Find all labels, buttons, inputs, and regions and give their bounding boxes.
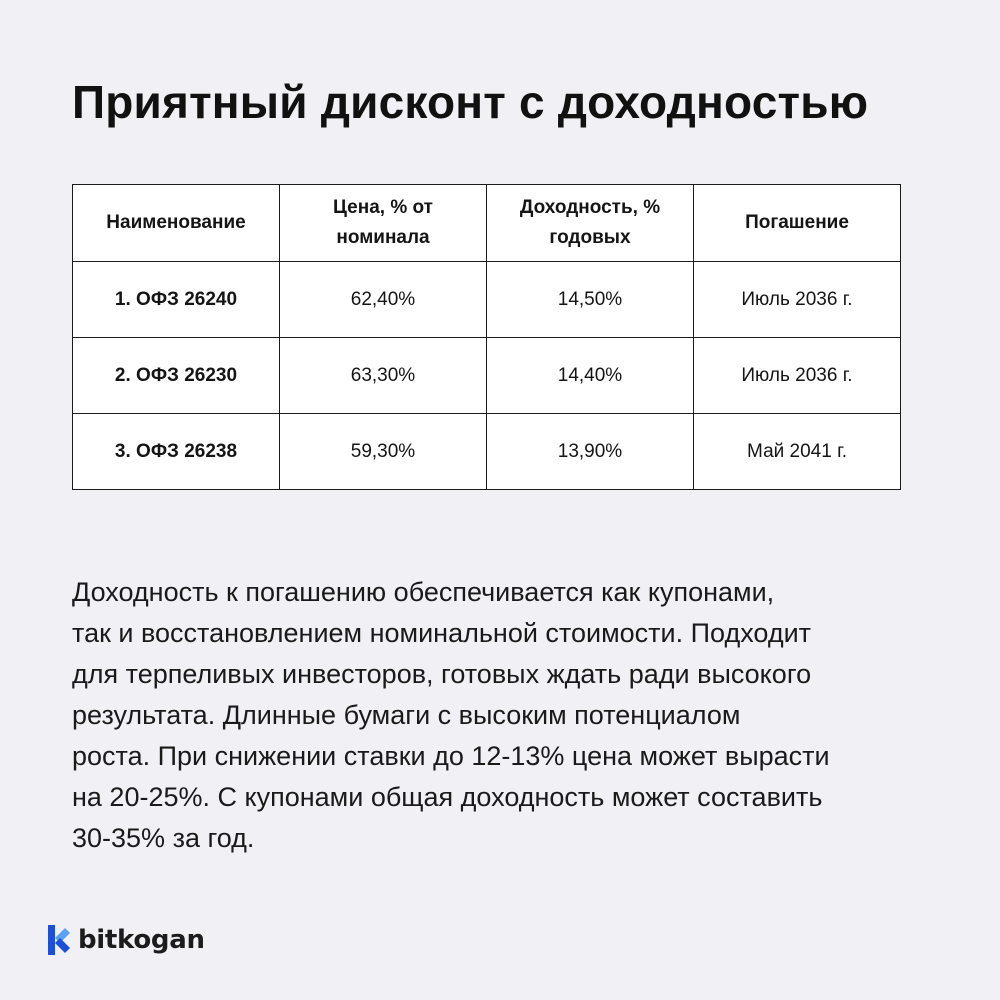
bond-maturity: Май 2041 г. — [694, 414, 901, 490]
column-header-yield-line1: Доходность, % — [519, 197, 661, 218]
bond-maturity: Июль 2036 г. — [694, 338, 901, 414]
column-header-maturity: Погашение — [694, 185, 901, 262]
bitkogan-logo — [46, 920, 205, 960]
bond-yield: 13,90% — [487, 414, 694, 490]
column-header-yield — [487, 185, 694, 262]
column-header-price-line1: Цена, % от — [333, 197, 433, 218]
bitkogan-logo-icon — [46, 923, 72, 957]
table-row — [73, 414, 901, 490]
bonds-table — [72, 184, 901, 490]
bond-name: 2. ОФЗ 26230 — [73, 338, 280, 414]
bond-price: 62,40% — [280, 262, 487, 338]
column-header-price-line2: номинала — [336, 227, 430, 248]
description-line: 30-35% за год. — [72, 823, 255, 853]
page-title: Приятный дисконт с доходностью — [72, 76, 869, 128]
bond-name: 3. ОФЗ 26238 — [73, 414, 280, 490]
table-header-row — [73, 185, 901, 262]
column-header-price — [280, 185, 487, 262]
table-row — [73, 338, 901, 414]
description-text — [72, 572, 942, 859]
description-line: на 20-25%. С купонами общая доходность может составить — [72, 782, 823, 812]
bond-yield: 14,50% — [487, 262, 694, 338]
logo-text: bitkogan — [78, 925, 205, 955]
bond-price: 63,30% — [280, 338, 487, 414]
bond-maturity: Июль 2036 г. — [694, 262, 901, 338]
description-line: так и восстановлением номинальной стоимости. Подходит — [72, 618, 812, 648]
description-line: Доходность к погашению обеспечивается как купонами, — [72, 577, 775, 607]
description-line: роста. При снижении ставки до 12-13% цена может вырасти — [72, 741, 830, 771]
column-header-name: Наименование — [73, 185, 280, 262]
table-row — [73, 262, 901, 338]
bond-name: 1. ОФЗ 26240 — [73, 262, 280, 338]
description-line: результата. Длинные бумаги с высоким потенциалом — [72, 700, 741, 730]
bond-yield: 14,40% — [487, 338, 694, 414]
description-line: для терпеливых инвесторов, готовых ждать ради высокого — [72, 659, 812, 689]
column-header-yield-line2: годовых — [549, 227, 631, 248]
bond-price: 59,30% — [280, 414, 487, 490]
